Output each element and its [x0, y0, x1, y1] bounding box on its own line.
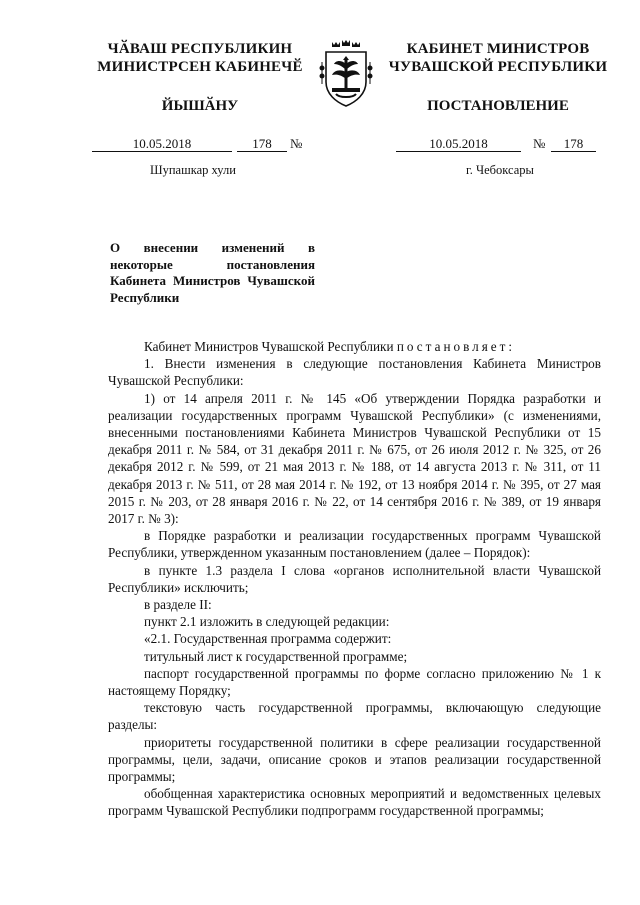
intro-text: Кабинет Министров Чувашской Республики — [144, 339, 397, 354]
right-number-sign: № — [533, 136, 546, 151]
left-number-value: 178 — [237, 136, 287, 152]
right-number-value: 178 — [551, 136, 596, 152]
body-paragraph: обобщенная характеристика основных мероприятий и ведомственных целевых программ Чувашской Республики подпрограмм государственной программы; — [108, 786, 601, 819]
header-right-doc-type: ПОСТАНОВЛЕНИЕ — [427, 98, 569, 114]
date-line-left — [92, 136, 332, 154]
body-paragraph: паспорт государственной программы по форме согласно приложению № 1 к настоящему Порядку; — [108, 665, 601, 699]
body-paragraph: приоритеты государственной политики в сфере реализации государственной программы, цели, задачи, описание сроков и этапов реализации государственной программы; — [108, 734, 601, 785]
body-paragraph: титульный лист к государственной программе; — [144, 648, 408, 664]
body-paragraph: текстовую часть государственной программы, включающую следующие разделы: — [108, 700, 601, 733]
body-paragraph: в пункте 1.3 раздела I слова «органов исполнительной власти Чувашской Республики» исключить; — [108, 562, 601, 595]
city-right: г. Чебоксары — [466, 163, 534, 177]
body-paragraph: пункт 2.1 изложить в следующей редакции: — [144, 614, 390, 630]
header-left-org-line2: МИНИСТРСЕН КАБИНЕЧӖ — [97, 59, 303, 75]
header-right-org-line1: КАБИНЕТ МИНИСТРОВ — [406, 41, 590, 57]
header-left-org-line1: ЧӐВАШ РЕСПУБЛИКИН — [107, 41, 293, 57]
city-left: Шупашкар хули — [150, 163, 236, 177]
header-right-org-line2: ЧУВАШСКОЙ РЕСПУБЛИКИ — [388, 59, 608, 75]
body-paragraph: 1. Внести изменения в следующие постановления Кабинета Министров Чувашской Республики: — [108, 356, 601, 389]
coat-of-arms-emblem — [318, 38, 374, 112]
right-date-value: 10.05.2018 — [396, 136, 521, 152]
left-number-sign: № — [290, 136, 303, 151]
body-paragraph: «2.1. Государственная программа содержит: — [144, 631, 392, 647]
intro-spaced: постановляет: — [396, 339, 516, 354]
document-body — [108, 338, 601, 820]
body-paragraph: в Порядке разработки и реализации государственных программ Чувашской Республики, утвержденном указанным постановлением (далее – Порядок): — [108, 528, 601, 561]
header-left-org — [85, 40, 315, 76]
body-paragraph: в разделе II: — [144, 597, 212, 613]
document-subject: О внесении изменений в некоторые постановления Кабинета Министров Чувашской Республики — [110, 240, 315, 305]
header-left-doc-type: ЙЫШӐНУ — [161, 98, 239, 114]
intro-paragraph — [108, 338, 601, 355]
header-right-org — [378, 40, 618, 76]
date-line-right — [396, 136, 601, 154]
left-date-value: 10.05.2018 — [92, 136, 232, 152]
body-paragraph: 1) от 14 апреля 2011 г. № 145 «Об утверждении Порядка разработки и реализации государственных программ Чувашской Республики» (с изменениями, внесенными постановлениями Кабинета Министров Чувашской Республики от 15 декабря 2011 г. № 584, от 31 декабря 2011 г. № 675, от 26 июля 2012 г. № 325, от 26 декабря 2012 г. № 599, от 21 мая 2013 г. № 188, от 14 августа 2013 г. № 311, от 11 декабря 2013 г. № 511, от 28 мая 2014 г. № 192, от 13 ноября 2014 г. № 395, от 27 мая 2015 г. № 203, от 28 января 2016 г. № 22, от 14 сентября 2016 г. № 389, от 19 января 2017 г. № 3): — [108, 390, 601, 527]
